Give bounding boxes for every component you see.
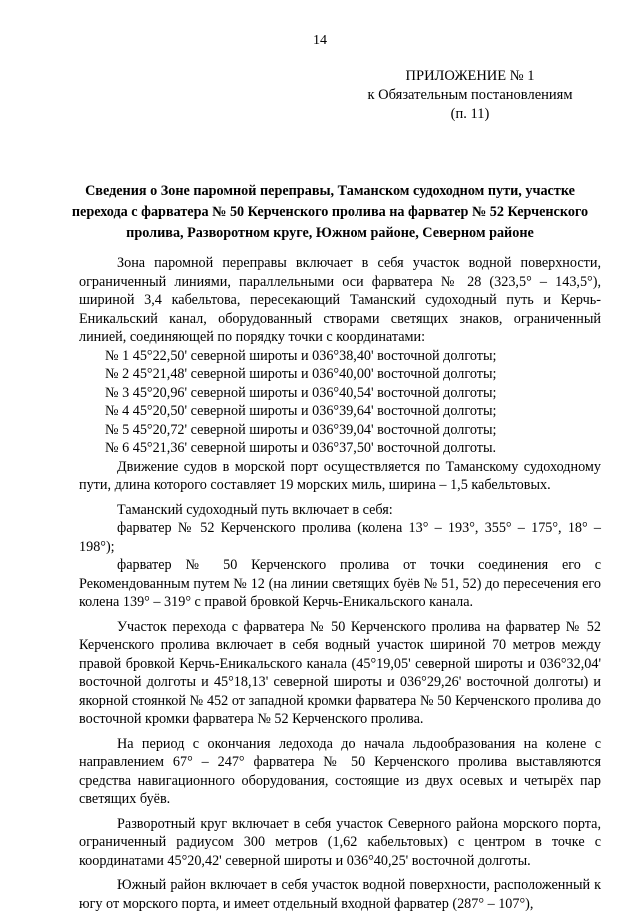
coordinate-point-3: № 3 45°20,96' северной широты и 036°40,54' восточной долготы; [105,384,497,401]
paragraph-turning-circle: Разворотный круг включает в себя участок Северного района морского порта, ограниченный радиусом 300 метров (1,62 кабельтовых) с центром в точке с координатами 45°20,42' северной широты и 036°40,25' восточной долготы. [79,815,601,869]
appendix-title: ПРИЛОЖЕНИЕ № 1 [405,68,535,84]
document-body [79,254,601,913]
paragraph-traffic: Движение судов в морской порт осуществляется по Таманскому судоходному пути, длина которого составляет 19 морских миль, ширина – 1,5 кабельтовых. [79,458,601,493]
coordinate-point-1: № 1 45°22,50' северной широты и 036°38,40' восточной долготы; [105,347,497,364]
paragraph-fairway-50: фарватер № 50 Керченского пролива от точки соединения его с Рекомендованным путем № 12 (на линии светящих буёв № 51, 52) до пересечения его колена 139° – 319° с правой бровкой Керчь-Еникальского канала. [79,557,601,610]
coordinate-point-6: № 6 45°21,36' северной широты и 036°37,50' восточной долготы. [105,440,497,456]
appendix-clause: (п. 11) [450,106,490,122]
coordinate-point-4: № 4 45°20,50' северной широты и 036°39,64' восточной долготы; [105,403,497,419]
paragraph-taman-route: Таманский судоходный путь включает в себя: [117,501,393,518]
page-number: 14 [313,33,327,48]
paragraph-transition-section: Участок перехода с фарватера № 50 Керченского пролива на фарватер № 52 Керченского пролива включает в себя водный участок шириной 70 метров между правой бровкой Керчь-Еникальского канала (45°19,05' северной широты и 036°32,04' восточной долготы и 45°18,13' северной широты и 036°29,26' восточной долготы) и якорной стоянкой № 452 от западной кромки фарватера № 50 Керченского пролива до восточной кромки фарватера № 52 Керченского пролива. [79,618,601,727]
appendix-subtitle: к Обязательным постановлениям [367,87,573,103]
coordinate-point-5: № 5 45°20,72' северной широты и 036°39,04' восточной долготы; [105,421,497,438]
paragraph-ferry-zone: Зона паромной переправы включает в себя участок водной поверхности, ограниченный линиями, параллельными оси фарватера № 28 (323,5° – 143,5°), шириной 3,4 кабельтова, пересекающий Таманский судоходный путь и Керчь-Еникальский канал, оборудованный створами светящих знаков, ограниченный линией, соединяющей по порядку точки с координатами: [79,255,601,345]
paragraph-fairway-52: фарватер № 52 Керченского пролива (колена 13° – 193°, 355° – 175°, 18° – 198°); [79,520,601,555]
paragraph-navigation-aids: На период с окончания ледохода до начала льдообразования на колене с направлением 67° – 247° фарватера № 50 Керченского пролива выставляются средства навигационного оборудования, состоящие из двух осевых и четырёх пар светящих буёв. [79,735,601,807]
coordinate-point-2: № 2 45°21,48' северной широты и 036°40,00' восточной долготы; [105,366,497,382]
paragraph-southern-district: Южный район включает в себя участок водной поверхности, расположенный к югу от морского порта, и имеет отдельный входной фарватер (287° – 107°), [79,877,601,912]
appendix-header [360,67,580,124]
document-title: Сведения о Зоне паромной переправы, Таманском судоходном пути, участке перехода с фарватера № 50 Керченского пролива на фарватер № 52 Керченского пролива, Разворотном круге, Южном районе, Северном районе [71,183,589,241]
